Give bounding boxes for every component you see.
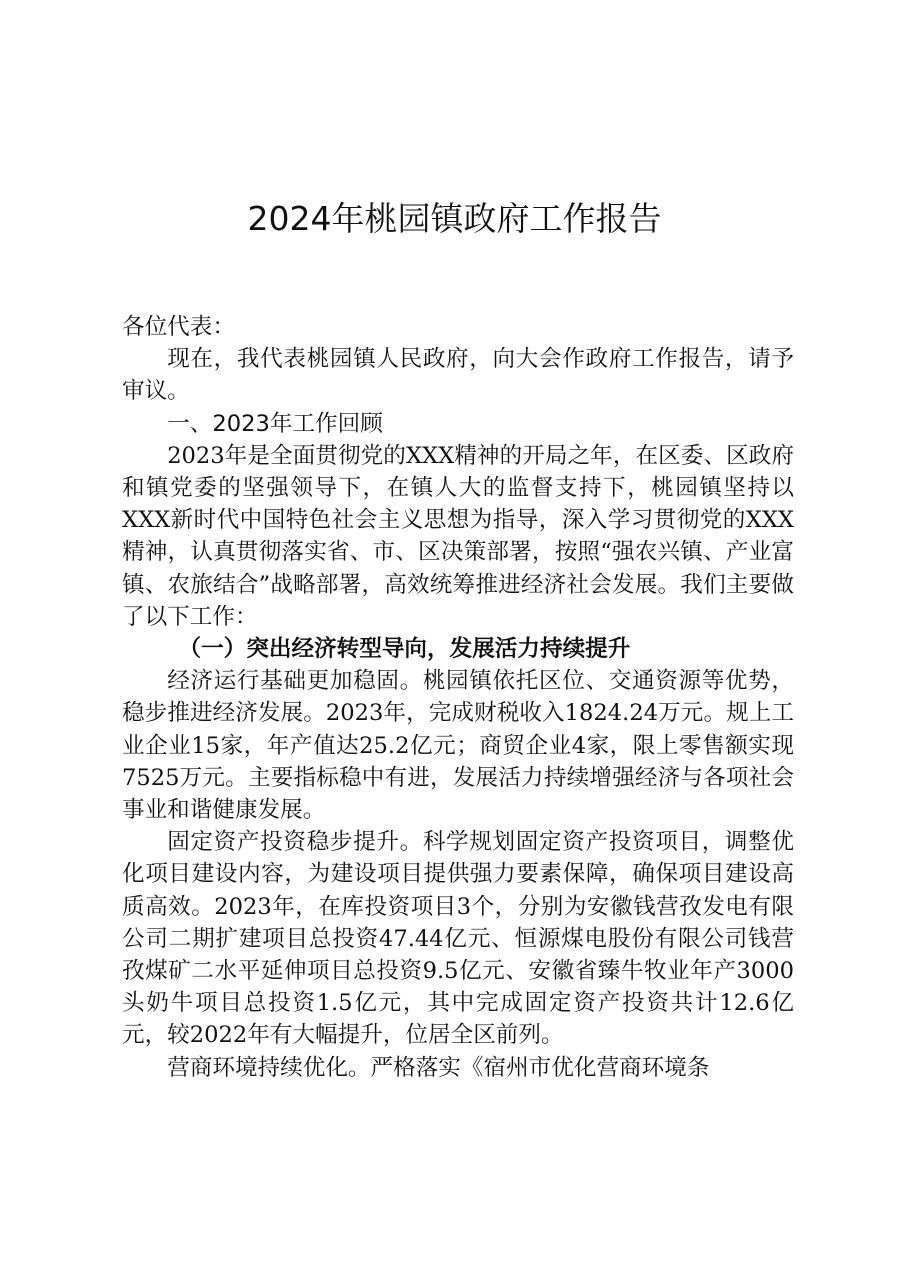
- document-body: [122, 311, 794, 1084]
- paragraph: 2023年是全面贯彻党的XXX精神的开局之年，在区委、区政府和镇党委的坚强领导下，在镇人大的监督支持下，桃园镇坚持以XXX新时代中国特色社会主义思想为指导，深入学习贯彻党的XXX精神，认真贯彻落实省、市、区决策部署，按照“强农兴镇、产业富镇、农旅结合”战略部署，高效统筹推进经济社会发展。我们主要做了以下工作：: [122, 442, 794, 630]
- intro-paragraph: 现在，我代表桃园镇人民政府，向大会作政府工作报告，请予审议。: [122, 346, 794, 405]
- subsection-heading: （一）突出经济转型导向，发展活力持续提升: [178, 636, 631, 663]
- paragraph: 固定资产投资稳步提升。科学规划固定资产投资项目，调整优化项目建设内容，为建设项目提供强力要素保障，确保项目建设高质高效。2023年，在库投资项目3个，分别为安徽钱营孜发电有限公司二期扩建项目总投资47.44亿元、恒源煤电股份有限公司钱营孜煤矿二水平延伸项目总投资9.5亿元、安徽省臻牛牧业年产3000头奶牛项目总投资1.5亿元，其中完成固定资产投资共计12.6亿元，较2022年有大幅提升，位居全区前列。: [122, 829, 794, 1049]
- section-heading: 一、2023年工作回顾: [167, 410, 383, 437]
- paragraph: 营商环境持续优化。严格落实《宿州市优化营商环境条: [167, 1054, 710, 1081]
- paragraph: 经济运行基础更加稳固。桃园镇依托区位、交通资源等优势，稳步推进经济发展。2023年，完成财税收入1824.24万元。规上工业企业15家，年产值达25.2亿元；商贸企业4家，限上零售额实现7525万元。主要指标稳中有进，发展活力持续增强经济与各项社会事业和谐健康发展。: [122, 668, 794, 824]
- salutation: 各位代表：: [122, 314, 235, 340]
- document-title: 2024年桃园镇政府工作报告: [247, 199, 662, 238]
